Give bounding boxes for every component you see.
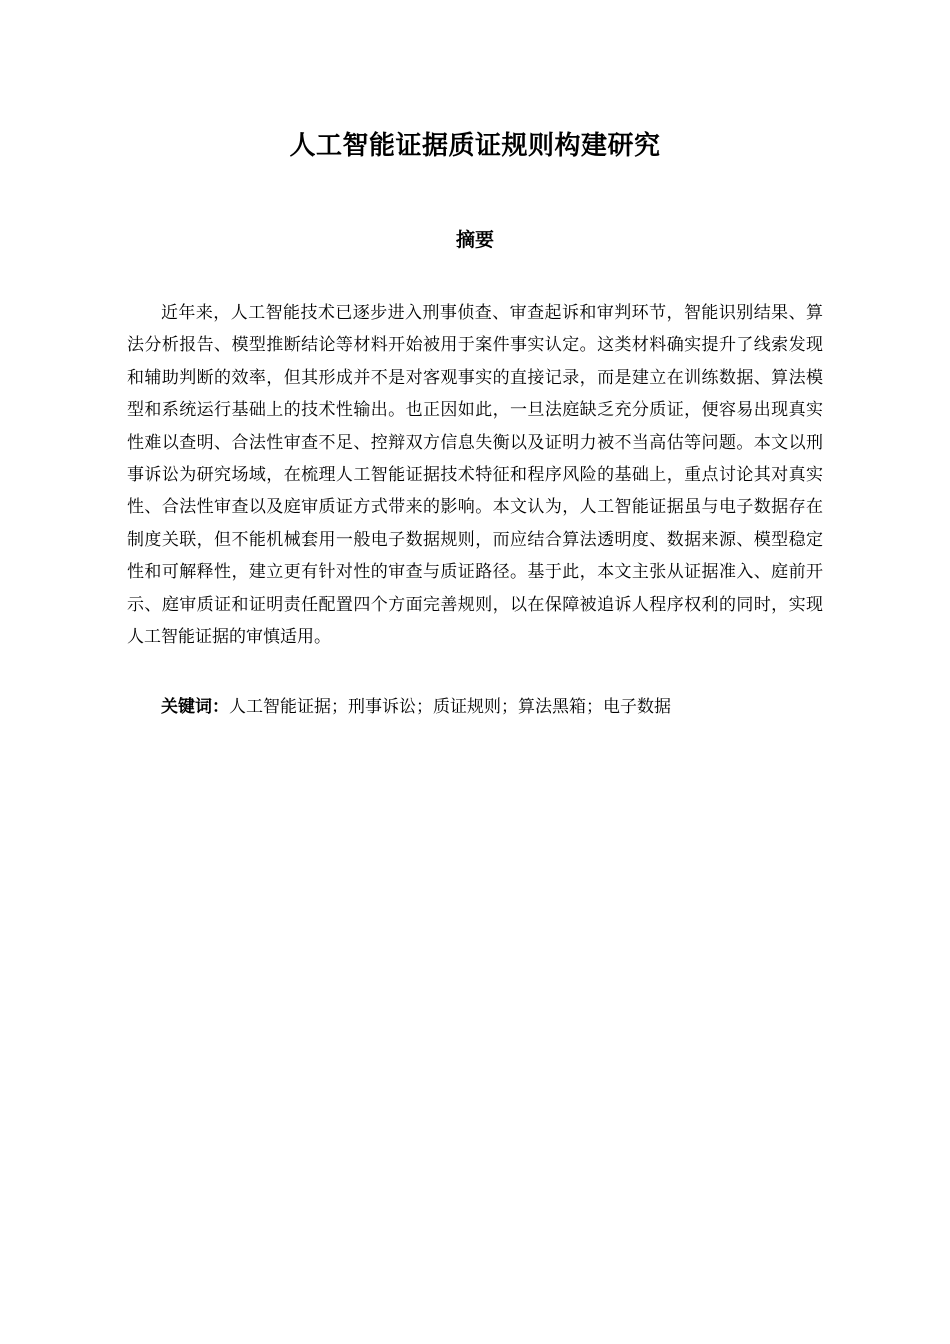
keywords-list: 人工智能证据；刑事诉讼；质证规则；算法黑箱；电子数据: [229, 697, 671, 717]
keywords-label: 关键词：: [161, 697, 229, 717]
abstract-heading: 摘要: [455, 229, 494, 251]
paper-title: 人工智能证据质证规则构建研究: [289, 131, 661, 161]
abstract-paragraph: 近年来，人工智能技术已逐步进入刑事侦查、审查起诉和审判环节，智能识别结果、算法分析报告、模型推断结论等材料开始被用于案件事实认定。这类材料确实提升了线索发现和辅助判断的效率，但其形成并不是对客观事实的直接记录，而是建立在训练数据、算法模型和系统运行基础上的技术性输出。也正因如此，一旦法庭缺乏充分质证，便容易出现真实性难以查明、合法性审查不足、控辩双方信息失衡以及证明力被不当高估等问题。本文以刑事诉讼为研究场域，在梳理人工智能证据技术特征和程序风险的基础上，重点讨论其对真实性、合法性审查以及庭审质证方式带来的影响。本文认为，人工智能证据虽与电子数据存在制度关联，但不能机械套用一般电子数据规则，而应结合算法透明度、数据来源、模型稳定性和可解释性，建立更有针对性的审查与质证路径。基于此，本文主张从证据准入、庭前开示、庭审质证和证明责任配置四个方面完善规则，以在保障被追诉人程序权利的同时，实现人工智能证据的审慎适用。: [127, 303, 823, 648]
keywords-line: [161, 692, 823, 722]
